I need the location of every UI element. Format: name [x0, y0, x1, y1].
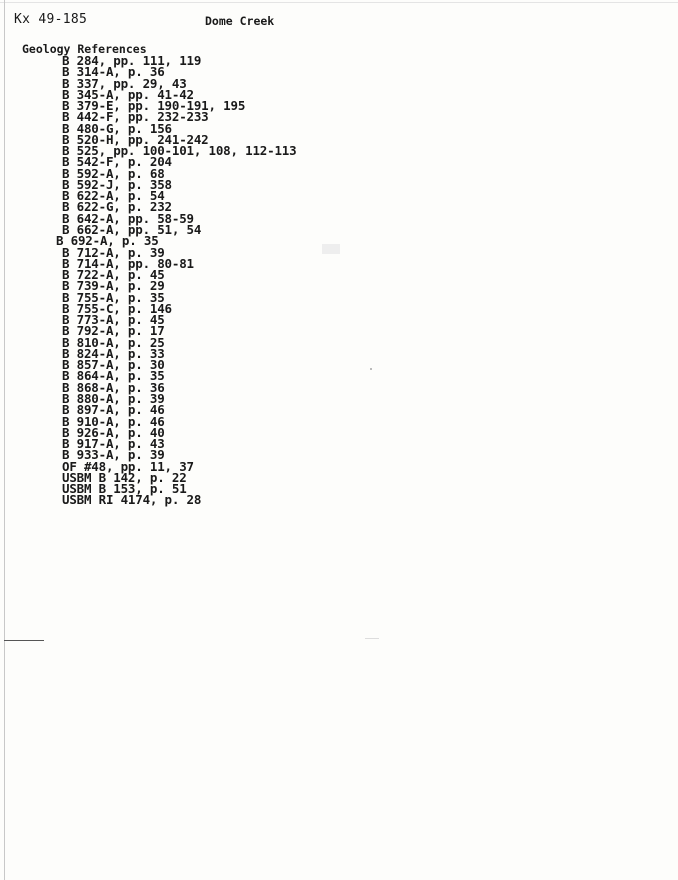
reference-item: USBM RI 4174, p. 28 [62, 492, 202, 508]
page-left-border [4, 0, 5, 880]
reference-item: B 592-A, p. 68 [62, 165, 165, 181]
card-id: Kx 49-185 [14, 12, 88, 27]
reference-item: B 542-F, p. 204 [62, 154, 172, 170]
reference-item: B 379-E, pp. 190-191, 195 [62, 98, 246, 114]
reference-item: B 345-A, pp. 41-42 [62, 86, 194, 102]
paper-speck [322, 244, 340, 254]
reference-item: B 926-A, p. 40 [62, 424, 165, 440]
reference-item: B 773-A, p. 45 [62, 312, 165, 328]
reference-item: B 337, pp. 29, 43 [62, 75, 187, 91]
reference-item: B 520-H, pp. 241-242 [62, 131, 209, 147]
reference-item: B 933-A, p. 39 [62, 447, 165, 463]
reference-item: B 314-A, p. 36 [62, 64, 165, 80]
reference-item: B 642-A, pp. 58-59 [62, 210, 194, 226]
card-title: Dome Creek [205, 14, 275, 28]
reference-item: B 662-A, pp. 51, 54 [62, 221, 202, 237]
reference-item: B 480-G, p. 156 [62, 120, 172, 136]
reference-item: B 897-A, p. 46 [62, 402, 165, 418]
reference-list [56, 53, 297, 508]
reference-item: OF #48, pp. 11, 37 [62, 458, 194, 474]
reference-item: B 880-A, p. 39 [62, 390, 165, 406]
reference-item: B 592-J, p. 358 [62, 176, 172, 192]
reference-item: B 442-F, pp. 232-233 [62, 109, 209, 125]
reference-item: B 857-A, p. 30 [62, 357, 165, 373]
reference-item: B 692-A, p. 35 [56, 233, 159, 249]
reference-item: B 755-A, p. 35 [62, 289, 165, 305]
reference-item: B 824-A, p. 33 [62, 345, 165, 361]
reference-item: B 712-A, p. 39 [62, 244, 165, 260]
reference-item: B 722-A, p. 45 [62, 267, 165, 283]
reference-item: B 868-A, p. 36 [62, 379, 165, 395]
page-top-edge [0, 2, 678, 3]
reference-item: B 284, pp. 111, 119 [62, 53, 202, 68]
reference-item: B 864-A, p. 35 [62, 368, 165, 384]
reference-item: B 622-A, p. 54 [62, 188, 165, 204]
reference-item: USBM B 142, p. 22 [62, 469, 187, 485]
reference-item: USBM B 153, p. 51 [62, 481, 187, 497]
paper-speck [365, 638, 379, 639]
reference-item: B 910-A, p. 46 [62, 413, 165, 429]
reference-item: B 622-G, p. 232 [62, 199, 172, 215]
reference-item: B 714-A, pp. 80-81 [62, 255, 194, 271]
reference-item: B 525, pp. 100-101, 108, 112-113 [62, 143, 297, 159]
reference-item: B 739-A, p. 29 [62, 278, 165, 294]
paper-speck [370, 368, 372, 370]
margin-line [4, 640, 44, 641]
reference-item: B 755-C, p. 146 [62, 300, 172, 316]
reference-item: B 917-A, p. 43 [62, 436, 165, 452]
section-heading: Geology References [22, 42, 147, 56]
reference-item: B 810-A, p. 25 [62, 334, 165, 350]
reference-item: B 792-A, p. 17 [62, 323, 165, 339]
